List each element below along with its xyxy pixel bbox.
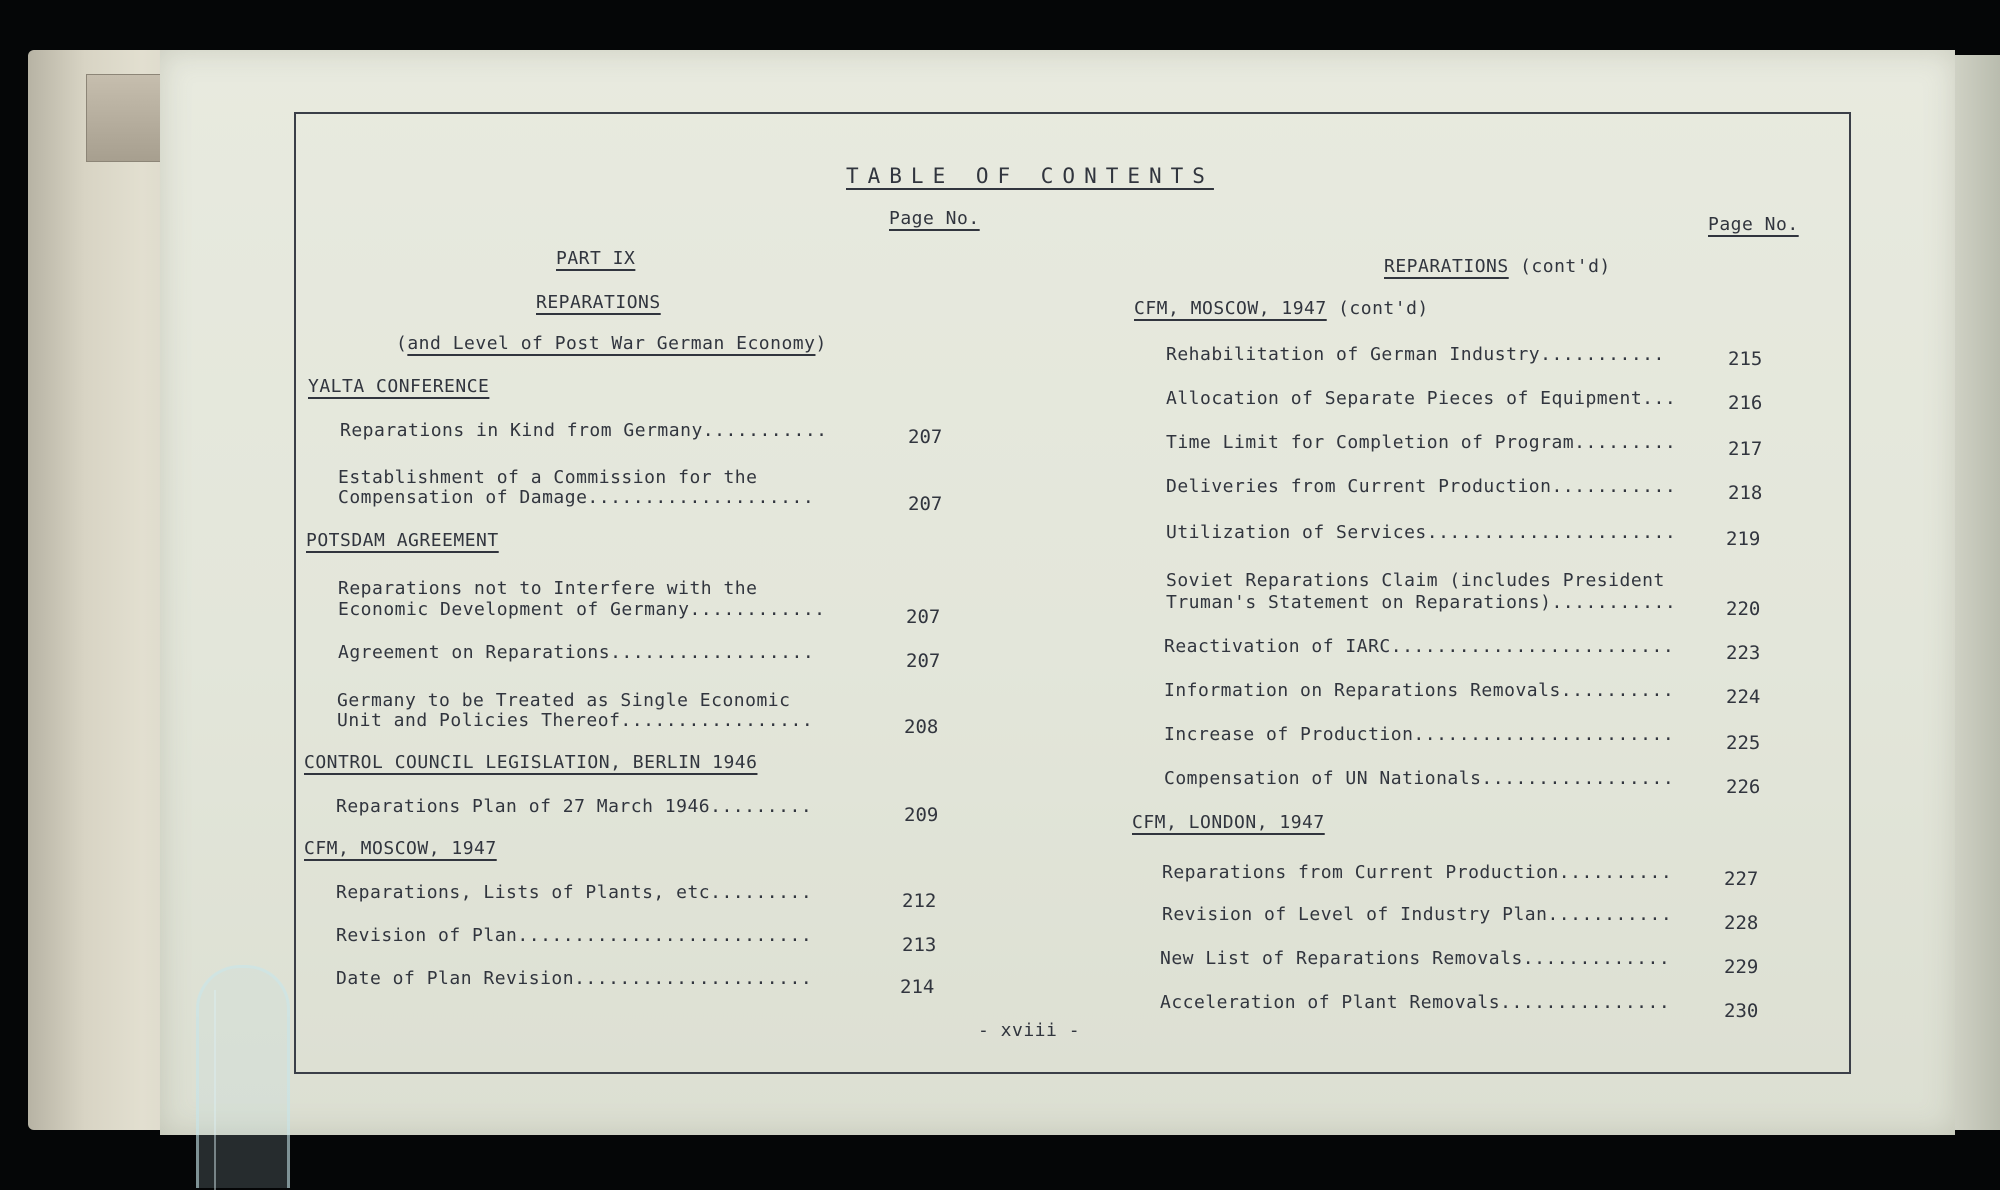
toc-entry-text: Compensation of UN Nationals................. — [1164, 768, 1675, 789]
toc-entry-text: Increase of Production....................... — [1164, 724, 1675, 745]
group-title: POTSDAM AGREEMENT — [306, 530, 499, 551]
toc-entry-page: 215 — [1728, 348, 1763, 370]
toc-entry-text: Time Limit for Completion of Program......... — [1166, 432, 1677, 453]
page-no-header-left: Page No. — [889, 208, 980, 229]
toc-title: TABLE OF CONTENTS — [846, 164, 1214, 188]
toc-entry-page: 229 — [1724, 956, 1759, 978]
toc-entry-text: Reparations from Current Production.......... — [1162, 862, 1673, 883]
toc-entry-page: 230 — [1724, 1000, 1759, 1022]
toc-entry-page: 208 — [904, 716, 939, 738]
toc-entry-page: 214 — [900, 976, 935, 998]
toc-entry-page: 223 — [1726, 642, 1761, 664]
toc-entry-text: Allocation of Separate Pieces of Equipment... — [1166, 388, 1677, 409]
toc-entry-text: Soviet Reparations Claim (includes President — [1166, 570, 1665, 591]
next-page-edge — [1955, 55, 2000, 1130]
toc-entry-page: 228 — [1724, 912, 1759, 934]
toc-entry-text: Revision of Level of Industry Plan........... — [1162, 904, 1673, 925]
page-footer: - xviii - — [978, 1020, 1081, 1041]
toc-entry-page: 217 — [1728, 438, 1763, 460]
toc-entry-page: 212 — [902, 890, 937, 912]
toc-entry-text: Economic Development of Germany............ — [338, 599, 826, 620]
group-title: CFM, MOSCOW, 1947 — [304, 838, 497, 859]
page-no-header-right: Page No. — [1708, 214, 1799, 235]
toc-entry-text: Reparations in Kind from Germany........... — [340, 420, 828, 441]
toc-entry-text: Agreement on Reparations.................. — [338, 642, 815, 663]
group-title: CONTROL COUNCIL LEGISLATION, BERLIN 1946 — [304, 752, 758, 773]
toc-entry-page: 207 — [908, 426, 943, 448]
section-subheading: (and Level of Post War German Economy) — [396, 333, 827, 354]
toc-entry-text: Rehabilitation of German Industry........... — [1166, 344, 1665, 365]
part-label: PART IX — [556, 248, 636, 269]
toc-entry-page: 209 — [904, 804, 939, 826]
toc-entry-text: Reactivation of IARC......................... — [1164, 636, 1675, 657]
toc-entry-text: Revision of Plan.......................... — [336, 925, 813, 946]
toc-entry-text: Information on Reparations Removals.......... — [1164, 680, 1675, 701]
toc-entry-page: 219 — [1726, 528, 1761, 550]
toc-entry-text: Date of Plan Revision..................... — [336, 968, 813, 989]
right-heading: REPARATIONS (cont'd) — [1384, 256, 1611, 277]
toc-entry-text: Establishment of a Commission for the — [338, 467, 758, 488]
toc-entry-text: Unit and Policies Thereof................. — [337, 710, 814, 731]
toc-entry-page: 207 — [906, 650, 941, 672]
toc-entry-text: Acceleration of Plant Removals............... — [1160, 992, 1671, 1013]
binder-clip-highlight — [214, 990, 266, 1190]
section-heading: REPARATIONS — [536, 292, 661, 313]
toc-entry-page: 207 — [908, 493, 943, 515]
toc-entry-page: 207 — [906, 606, 941, 628]
toc-entry-text: Compensation of Damage.................... — [338, 487, 815, 508]
toc-entry-page: 226 — [1726, 776, 1761, 798]
toc-entry-text: Utilization of Services...................... — [1166, 522, 1677, 543]
toc-entry-page: 225 — [1726, 732, 1761, 754]
toc-entry-text: New List of Reparations Removals............. — [1160, 948, 1671, 969]
group-title: YALTA CONFERENCE — [308, 376, 490, 397]
toc-entry-text: Deliveries from Current Production........... — [1166, 476, 1677, 497]
toc-entry-text: Reparations not to Interfere with the — [338, 578, 758, 599]
toc-entry-text: Germany to be Treated as Single Economic — [337, 690, 791, 711]
group-title-right: CFM, LONDON, 1947 — [1132, 812, 1325, 833]
toc-entry-text: Reparations, Lists of Plants, etc......... — [336, 882, 813, 903]
toc-entry-page: 220 — [1726, 598, 1761, 620]
toc-entry-page: 218 — [1728, 482, 1763, 504]
toc-entry-text: Truman's Statement on Reparations)........... — [1166, 592, 1677, 613]
toc-entry-text: Reparations Plan of 27 March 1946......... — [336, 796, 813, 817]
toc-entry-page: 224 — [1726, 686, 1761, 708]
toc-entry-page: 213 — [902, 934, 937, 956]
toc-entry-page: 227 — [1724, 868, 1759, 890]
group-title-right: CFM, MOSCOW, 1947 (cont'd) — [1134, 298, 1429, 319]
toc-entry-page: 216 — [1728, 392, 1763, 414]
